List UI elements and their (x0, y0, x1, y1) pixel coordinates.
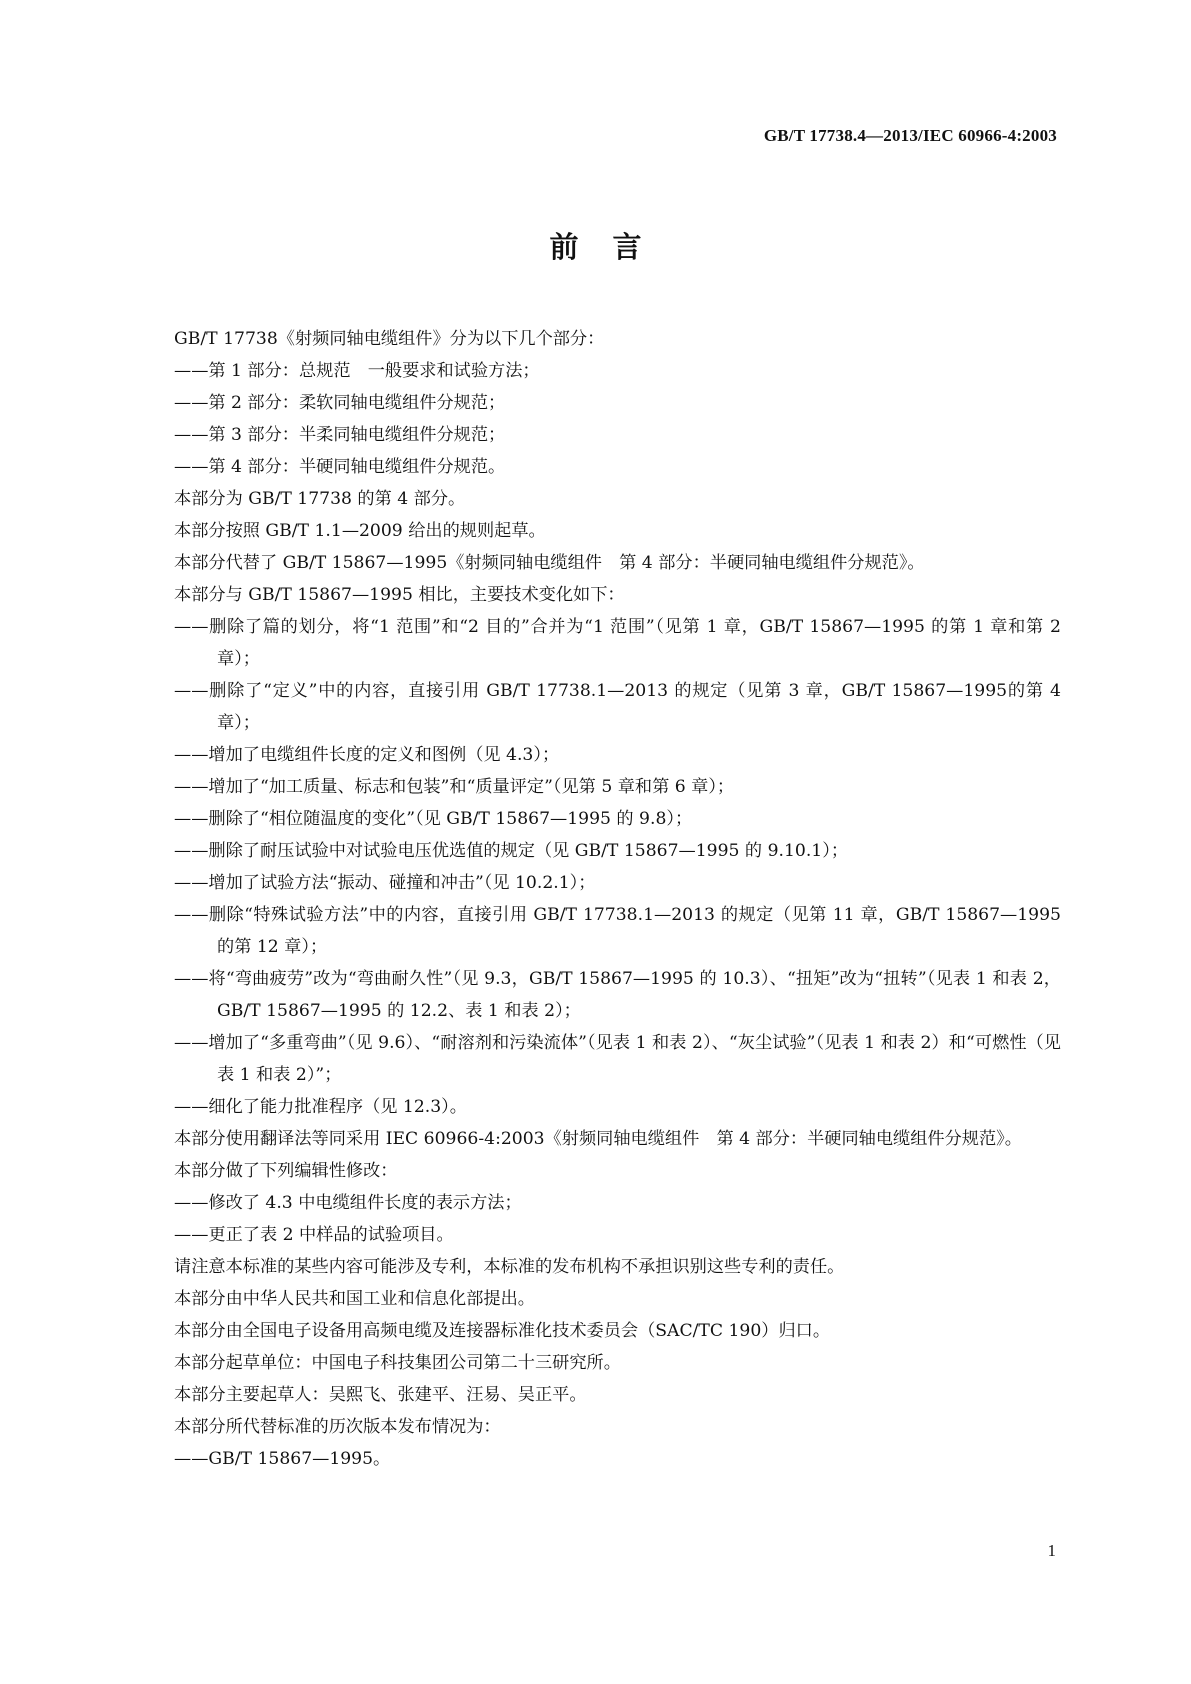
list-item: ——删除了“定义”中的内容，直接引用 GB/T 17738.1—2013 的规定（见第 3 章，GB/T 15867—1995的第 4 章）； (174, 681, 1061, 733)
list-item: ——删除“特殊试验方法”中的内容，直接引用 GB/T 17738.1—2013 的规定（见第 11 章，GB/T 15867—1995的第 12 章）； (174, 905, 1061, 957)
foreword-body (131, 323, 1061, 1475)
list-item: ——第 1 部分：总规范 一般要求和试验方法； (174, 361, 540, 381)
paragraph: 本部分所代替标准的历次版本发布情况为： (174, 1417, 501, 1437)
paragraph: 本部分由中华人民共和国工业和信息化部提出。 (174, 1289, 535, 1309)
list-item: ——将“弯曲疲劳”改为“弯曲耐久性”（见 9.3，GB/T 15867—1995 的 10.3）、“扭矩”改为“扭转”（见表 1 和表 2，GB/T 15867—1995 的 12.2、表 1 和表 2）； (174, 969, 1061, 1021)
list-item: ——第 2 部分：柔软同轴电缆组件分规范； (174, 393, 506, 413)
paragraph: 本部分做了下列编辑性修改： (174, 1161, 398, 1181)
list-item: ——修改了 4.3 中电缆组件长度的表示方法； (174, 1193, 522, 1213)
list-item: ——增加了“加工质量、标志和包装”和“质量评定”（见第 5 章和第 6 章）； (174, 777, 735, 797)
paragraph: GB/T 17738《射频同轴电缆组件》分为以下几个部分： (174, 329, 605, 349)
list-item: ——细化了能力批准程序（见 12.3）。 (174, 1097, 467, 1117)
list-item: ——第 3 部分：半柔同轴电缆组件分规范； (174, 425, 506, 445)
list-item: ——删除了“相位随温度的变化”（见 GB/T 15867—1995 的 9.8）； (174, 809, 693, 829)
list-item: ——增加了“多重弯曲”（见 9.6）、“耐溶剂和污染流体”（见表 1 和表 2）、“灰尘试验”（见表 1 和表 2）和“可燃性（见表 1 和表 2）”； (174, 1033, 1061, 1085)
list-item: ——GB/T 15867—1995。 (174, 1449, 391, 1469)
paragraph: 本部分按照 GB/T 1.1—2009 给出的规则起草。 (174, 521, 546, 541)
list-item: ——删除了耐压试验中对试验电压优选值的规定（见 GB/T 15867—1995 的 9.10.1）； (174, 841, 849, 861)
paragraph: 本部分主要起草人：吴熙飞、张建平、汪易、吴正平。 (174, 1385, 587, 1405)
list-item: ——删除了篇的划分，将“1 范围”和“2 目的”合并为“1 范围”（见第 1 章，GB/T 15867—1995 的第 1 章和第 2 章）； (174, 617, 1061, 669)
list-item: ——更正了表 2 中样品的试验项目。 (174, 1225, 454, 1245)
list-item: ——增加了试验方法“振动、碰撞和冲击”（见 10.2.1）； (174, 873, 596, 893)
page-title: 前言 (549, 230, 676, 264)
paragraph: 本部分为 GB/T 17738 的第 4 部分。 (174, 489, 466, 509)
paragraph: 本部分起草单位：中国电子科技集团公司第二十三研究所。 (174, 1353, 621, 1373)
paragraph: 本部分代替了 GB/T 15867—1995《射频同轴电缆组件 第 4 部分：半硬同轴电缆组件分规范》。 (174, 553, 925, 573)
page-number: 1 (1047, 1541, 1056, 1560)
paragraph: 本部分使用翻译法等同采用 IEC 60966-4:2003《射频同轴电缆组件 第 4 部分：半硬同轴电缆组件分规范》。 (174, 1129, 1022, 1149)
standard-code: GB/T 17738.4—2013/IEC 60966-4:2003 (763, 126, 1057, 145)
list-item: ——增加了电缆组件长度的定义和图例（见 4.3）； (174, 745, 560, 765)
paragraph: 本部分由全国电子设备用高频电缆及连接器标准化技术委员会（SAC/TC 190）归口。 (174, 1321, 831, 1341)
paragraph: 本部分与 GB/T 15867—1995 相比，主要技术变化如下： (174, 585, 625, 605)
list-item: ——第 4 部分：半硬同轴电缆组件分规范。 (174, 457, 506, 477)
paragraph: 请注意本标准的某些内容可能涉及专利，本标准的发布机构不承担识别这些专利的责任。 (174, 1257, 845, 1277)
